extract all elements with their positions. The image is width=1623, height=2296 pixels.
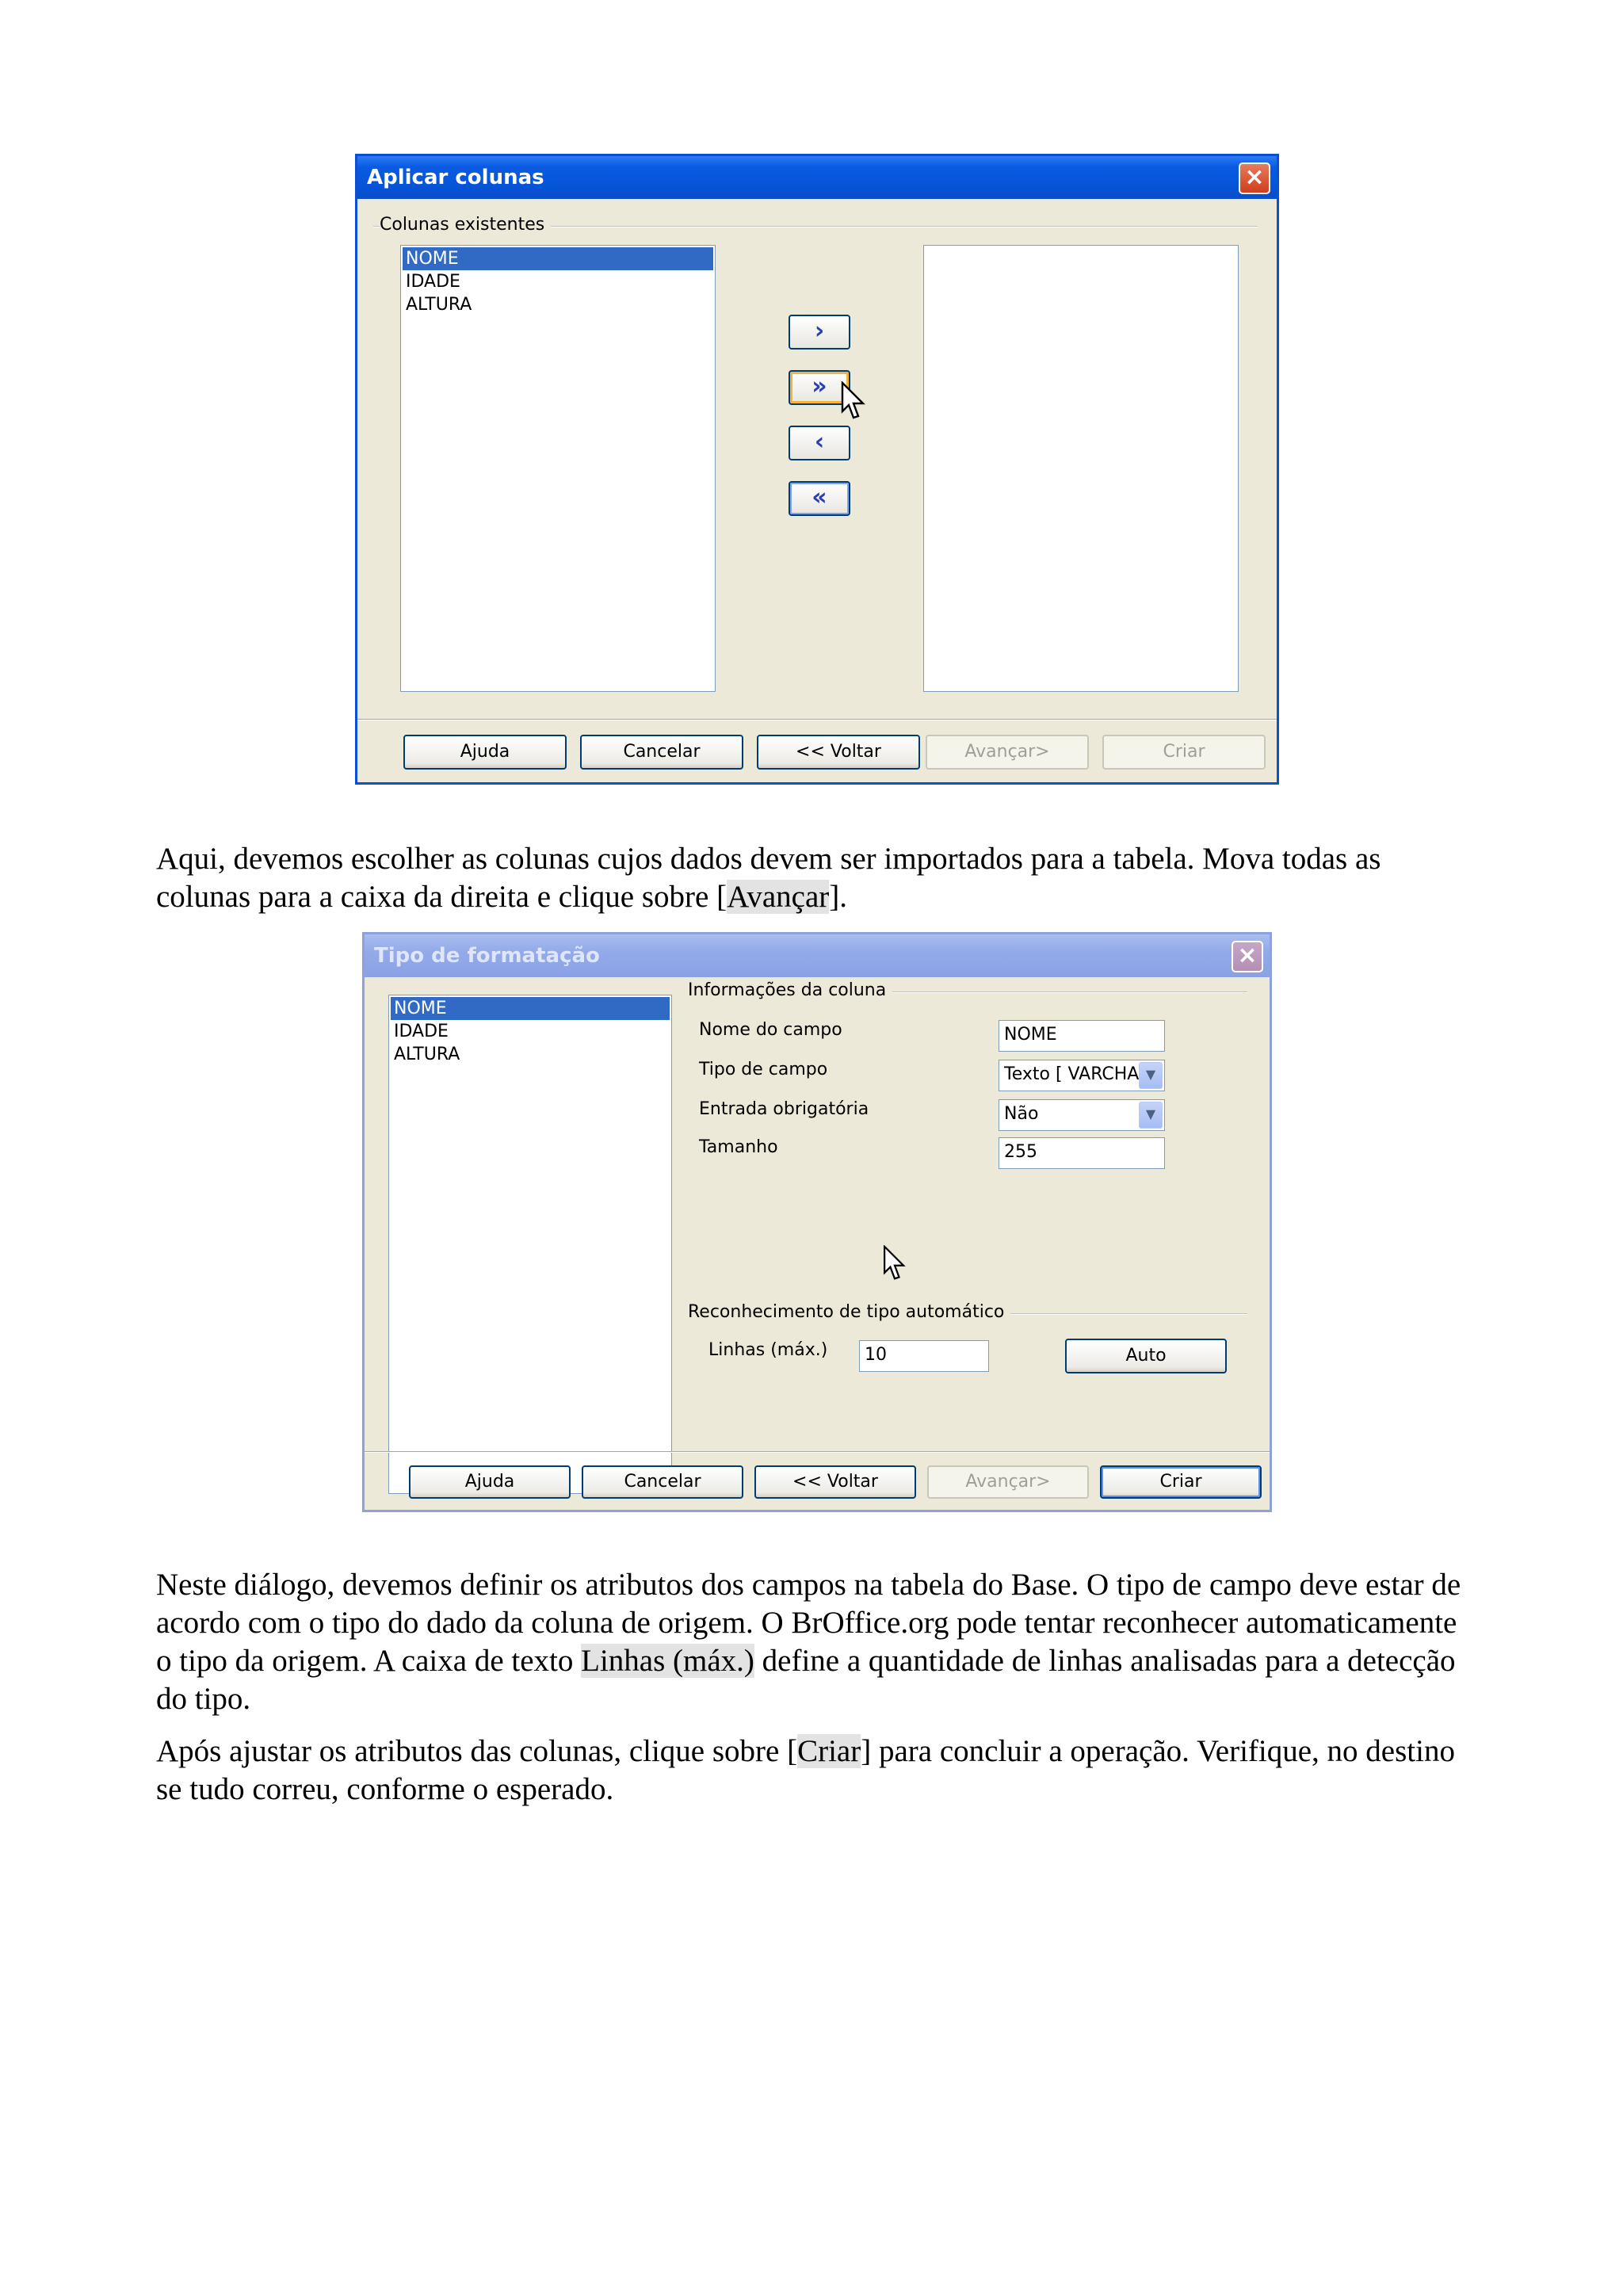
group-label-existing-columns: Colunas existentes	[380, 215, 551, 235]
list-item[interactable]: IDADE	[394, 1022, 449, 1041]
cancel-button-label: Cancelar	[623, 742, 701, 762]
required-entry-select[interactable]	[999, 1099, 1165, 1131]
lines-max-input[interactable]: 10	[859, 1340, 989, 1372]
group-label-column-info: Informações da coluna	[688, 980, 892, 1000]
move-all-left-button[interactable]	[789, 481, 850, 516]
back-button[interactable]	[757, 735, 920, 770]
field-name-input[interactable]: NOME	[999, 1020, 1165, 1052]
help-button-label: Ajuda	[460, 742, 510, 762]
size-input[interactable]: 255	[999, 1137, 1165, 1169]
next-button-label: Avançar>	[965, 1472, 1051, 1492]
paragraph-2-text: Neste diálogo, devemos definir os atributos dos campos na tabela do Base. O tipo de campo deve estar de acordo com o tipo do dado da coluna de origem. O BrOffice.org pode tentar reconhecer automaticamente o tipo da origem. A caixa de texto	[156, 1568, 1461, 1678]
dialog-aplicar-colunas	[355, 154, 1279, 785]
field-type-select[interactable]	[999, 1060, 1165, 1091]
help-button-label: Ajuda	[464, 1472, 515, 1492]
paragraph-3-text-end: ] para concluir a operação. Verifique, no destino se tudo correu, conforme o esperado.	[156, 1734, 1455, 1806]
paragraph-2	[156, 1566, 1472, 1718]
dialog-title-bar[interactable]	[365, 934, 1270, 977]
size-label: Tamanho	[699, 1137, 778, 1157]
required-entry-label: Entrada obrigatória	[699, 1099, 869, 1119]
back-button-label: << Voltar	[792, 1472, 878, 1492]
field-type-value: Texto [ VARCHA	[1004, 1064, 1140, 1084]
next-button[interactable]	[926, 735, 1089, 770]
next-button-label: Avançar>	[964, 742, 1050, 762]
paragraph-1	[156, 840, 1472, 916]
list-item[interactable]: ALTURA	[406, 295, 472, 315]
auto-button[interactable]	[1065, 1339, 1227, 1373]
list-item[interactable]: NOME	[403, 247, 713, 270]
help-button[interactable]	[403, 735, 567, 770]
create-button-label: Criar	[1163, 742, 1205, 762]
close-icon[interactable]: ×	[1232, 941, 1263, 972]
create-button[interactable]	[1102, 735, 1266, 770]
chevron-left-icon: ‹	[814, 428, 825, 456]
create-button[interactable]	[1100, 1465, 1262, 1499]
list-item[interactable]: NOME	[391, 997, 670, 1020]
paragraph-1-highlight: Avançar	[727, 880, 830, 914]
paragraph-2-highlight: Linhas (máx.)	[581, 1644, 754, 1678]
button-bar-separator	[365, 1451, 1270, 1453]
back-button[interactable]	[754, 1465, 916, 1499]
mouse-cursor-icon	[883, 1245, 907, 1282]
double-chevron-left-icon: «	[812, 483, 827, 511]
field-type-label: Tipo de campo	[699, 1060, 828, 1079]
paragraph-1-text: Aqui, devemos escolher as colunas cujos dados devem ser importados para a tabela. Mova todas as colunas para a caixa da direita e clique sobre [	[156, 842, 1381, 914]
dialog-tipo-de-formatacao	[362, 932, 1272, 1512]
cancel-button[interactable]	[580, 735, 743, 770]
create-button-label: Criar	[1159, 1472, 1202, 1492]
chevron-down-icon[interactable]: ▼	[1139, 1062, 1163, 1089]
field-name-label: Nome do campo	[699, 1020, 842, 1040]
dialog-title-bar[interactable]	[357, 156, 1277, 199]
double-chevron-right-icon: »	[812, 372, 827, 400]
move-right-button[interactable]	[789, 315, 850, 350]
paragraph-2-text-end: define a quantidade de linhas analisadas para a detecção do tipo.	[156, 1644, 1456, 1716]
target-columns-list[interactable]	[923, 245, 1239, 692]
list-item[interactable]: IDADE	[406, 272, 460, 292]
dialog-title: Tipo de formatação	[374, 944, 600, 968]
button-bar-separator	[357, 719, 1277, 720]
paragraph-3	[156, 1733, 1472, 1809]
group-label-auto-recognition: Reconhecimento de tipo automático	[688, 1302, 1010, 1322]
columns-list[interactable]	[388, 995, 672, 1494]
paragraph-3-text: Após ajustar os atributos das colunas, clique sobre [	[156, 1734, 798, 1768]
help-button[interactable]	[409, 1465, 571, 1499]
chevron-right-icon: ›	[814, 317, 825, 345]
paragraph-1-text-end: ].	[829, 880, 847, 914]
next-button[interactable]	[927, 1465, 1089, 1499]
cancel-button-label: Cancelar	[624, 1472, 701, 1492]
back-button-label: << Voltar	[796, 742, 881, 762]
dialog-title: Aplicar colunas	[367, 166, 544, 189]
paragraph-3-highlight: Criar	[797, 1734, 861, 1768]
list-item[interactable]: ALTURA	[394, 1045, 460, 1064]
lines-max-label: Linhas (máx.)	[708, 1340, 828, 1360]
cancel-button[interactable]	[582, 1465, 743, 1499]
auto-button-label: Auto	[1125, 1346, 1167, 1366]
required-entry-value: Não	[1004, 1104, 1039, 1124]
close-icon[interactable]: ×	[1239, 162, 1270, 194]
move-left-button[interactable]	[789, 426, 850, 460]
chevron-down-icon[interactable]: ▼	[1139, 1102, 1163, 1129]
source-columns-list[interactable]	[400, 245, 716, 692]
mouse-cursor-icon	[841, 381, 866, 421]
